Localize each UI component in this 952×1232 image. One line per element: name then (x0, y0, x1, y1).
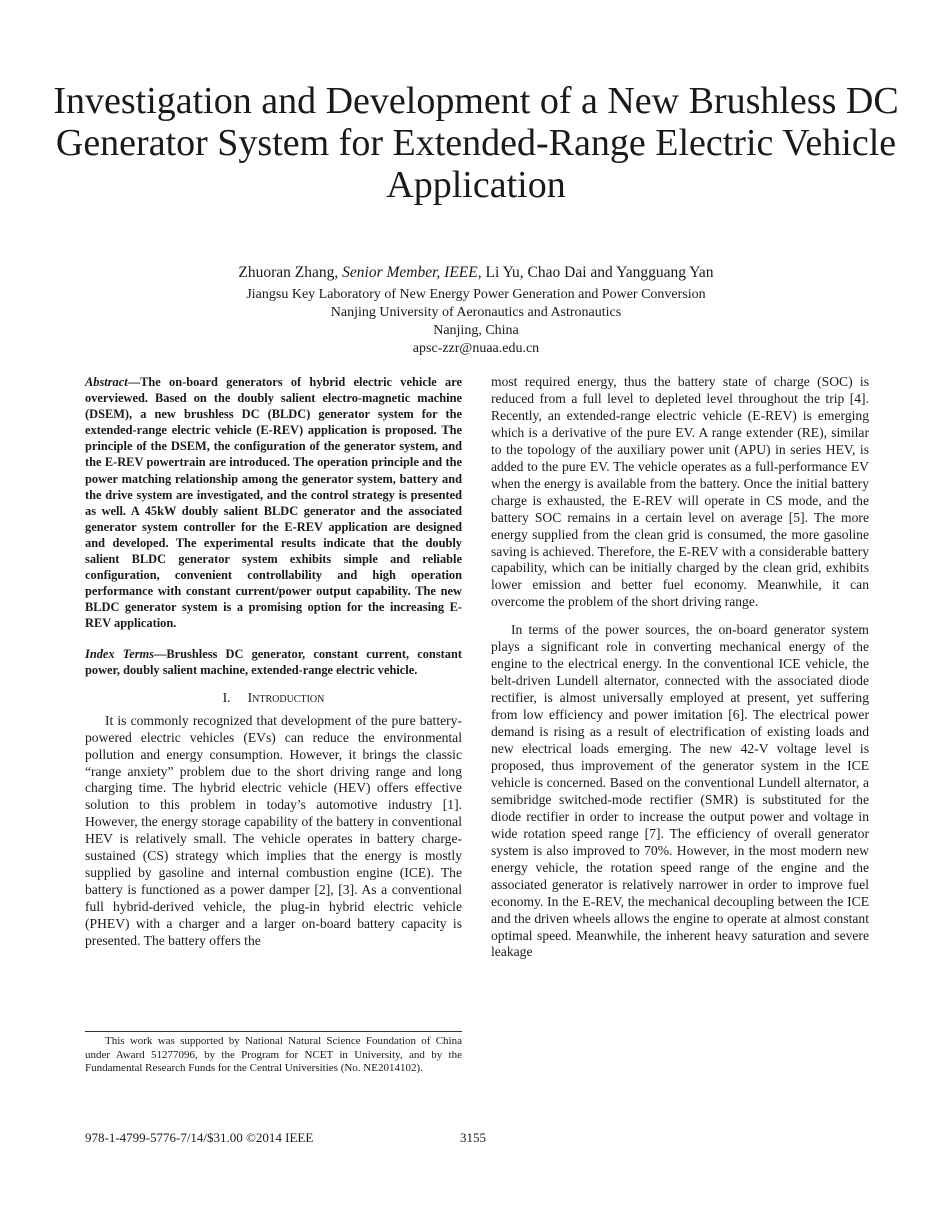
left-column (85, 374, 462, 950)
section-title: Introduction (247, 689, 325, 705)
footnote: This work was supported by National Natural Science Foundation of China under Award 51277096, by the Program for NCET in University, and by the Fundamental Research Funds for the Central Universities (No. NE2014102). (85, 1035, 462, 1075)
paper-title: Investigation and Development of a New Brushless DC Generator System for Extended-Range Electric Vehicle Application (53, 80, 899, 206)
author-email: apsc-zzr@nuaa.edu.cn (412, 341, 540, 356)
index-terms-label: Index Terms (85, 646, 154, 661)
author-line (40, 264, 912, 282)
author-name: Zhuoran Zhang, (238, 264, 343, 281)
affiliation-university: Nanjing University of Aeronautics and Astronautics (330, 305, 622, 320)
right-paragraph-1: most required energy, thus the battery state of charge (SOC) is reduced from a full level to depleted level throughout the trip [4]. Recently, an extended-range electric vehicle (E-REV) is emerging which is a derivative of the pure EV. A range extender (RE), similar to the topology of the auxiliary power unit (APU) in series HEV, is added to the pure EV. The vehicle operates as a full-performance EV when the energy is available from the battery. Once the initial battery charge is exhausted, the E-REV will operate in CS mode, and the battery SOC remains in a certain level on average [5]. The more energy supplied from the clean grid is consumed, the more gasoline saving is achieved. Therefore, the E-REV with a considerable battery capability, which can be initially charged by the clean grid, exhibits lower emission and better fuel economy. Meanwhile, it can overcome the problem of the short driving range. (491, 374, 869, 610)
abstract-label: Abstract (85, 375, 128, 389)
page-number: 3155 (460, 1130, 486, 1145)
right-paragraph-2: In terms of the power sources, the on-board generator system plays a significant role in converting mechanical energy of the engine to the electrical energy. In the conventional ICE vehicle, the belt-driven Lundell alternator, connected with the associated diode rectifier, is almost universally employed at present, yet suffering from low efficiency and power imitation [6]. The electrical power demand is rising as a result of electrification of existing loads and new electrical loads emerging. The new 42-V voltage level is proposed, thus improvement of the generator system in the ICE vehicle is concerned. Based on the conventional Lundell alternator, a semibridge switched-mode rectifier (SMR) is substituted for the diode rectifier in order to increase the output power and voltage in wide rotation speed range [7]. The efficiency of overall generator system is also improved to 70%. However, in the most modern new energy vehicle, the rotation speed range of the engine and the associated generator is relatively narrower in order to improve fuel economy. In the E-REV, the mechanical decoupling between the ICE and the driven wheels allows the engine to operate at almost constant optimal speed. Meanwhile, the inherent heavy saturation and severe leakage (491, 622, 869, 960)
abstract (85, 374, 462, 632)
index-terms-text: —Brushless DC generator, constant current, constant power, doubly salient machine, extended-range electric vehicle. (85, 646, 462, 677)
right-column (491, 374, 869, 961)
section-heading (85, 690, 462, 707)
footnote-divider (85, 1031, 462, 1032)
section-number: I. (222, 689, 231, 705)
affiliation-lab: Jiangsu Key Laboratory of New Energy Power Generation and Power Conversion (246, 287, 706, 302)
intro-paragraph-1: It is commonly recognized that development of the pure battery-powered electric vehicles (EVs) can reduce the environmental pollution and energy consumption. However, it brings the classic “range anxiety” problem due to the short driving range and long charging time. The hybrid electric vehicle (HEV) offers effective solution to this problem in today’s automotive industry [1]. However, the energy storage capability of the battery in conventional HEV is relatively small. The vehicle operates in battery charge-sustained (CS) strategy which implies that the energy is mostly supplied by gasoline and internal combustion engine (ICE). The battery is functioned as a power damper [2], [3]. As a conventional full hybrid-derived vehicle, the plug-in hybrid electric vehicle (PHEV) with a charger and a larger on-board battery capacity is presented. The battery offers the (85, 712, 462, 949)
affiliation-city: Nanjing, China (433, 323, 519, 338)
coauthors: , Li Yu, Chao Dai and Yangguang Yan (477, 264, 714, 281)
author-title: Senior Member, IEEE (342, 264, 478, 281)
index-terms (85, 646, 462, 678)
copyright-line: 978-1-4799-5776-7/14/$31.00 ©2014 IEEE (85, 1130, 314, 1145)
abstract-text: —The on-board generators of hybrid electric vehicle are overviewed. Based on the doubly salient electro-magnetic machine (DSEM), a new brushless DC (BLDC) generator system for the extended-range electric vehicle (E-REV) application is proposed. The principle of the DSEM, the configuration of the generator system, and the E-REV powertrain are introduced. The operation principle and the power matching relationship among the generator system, battery and the drive system are investigated, and the control strategy is presented as well. A 45kW doubly salient BLDC generator and the associated generator system controller for the E-REV application are designed and developed. The experimental results indicate that the doubly salient BLDC generator system exhibits simple and reliable configuration, convenient controllability and high operation performance with constant current/power output capability. The new BLDC generator system is a promising option for the increasing E-REV application. (85, 375, 462, 631)
